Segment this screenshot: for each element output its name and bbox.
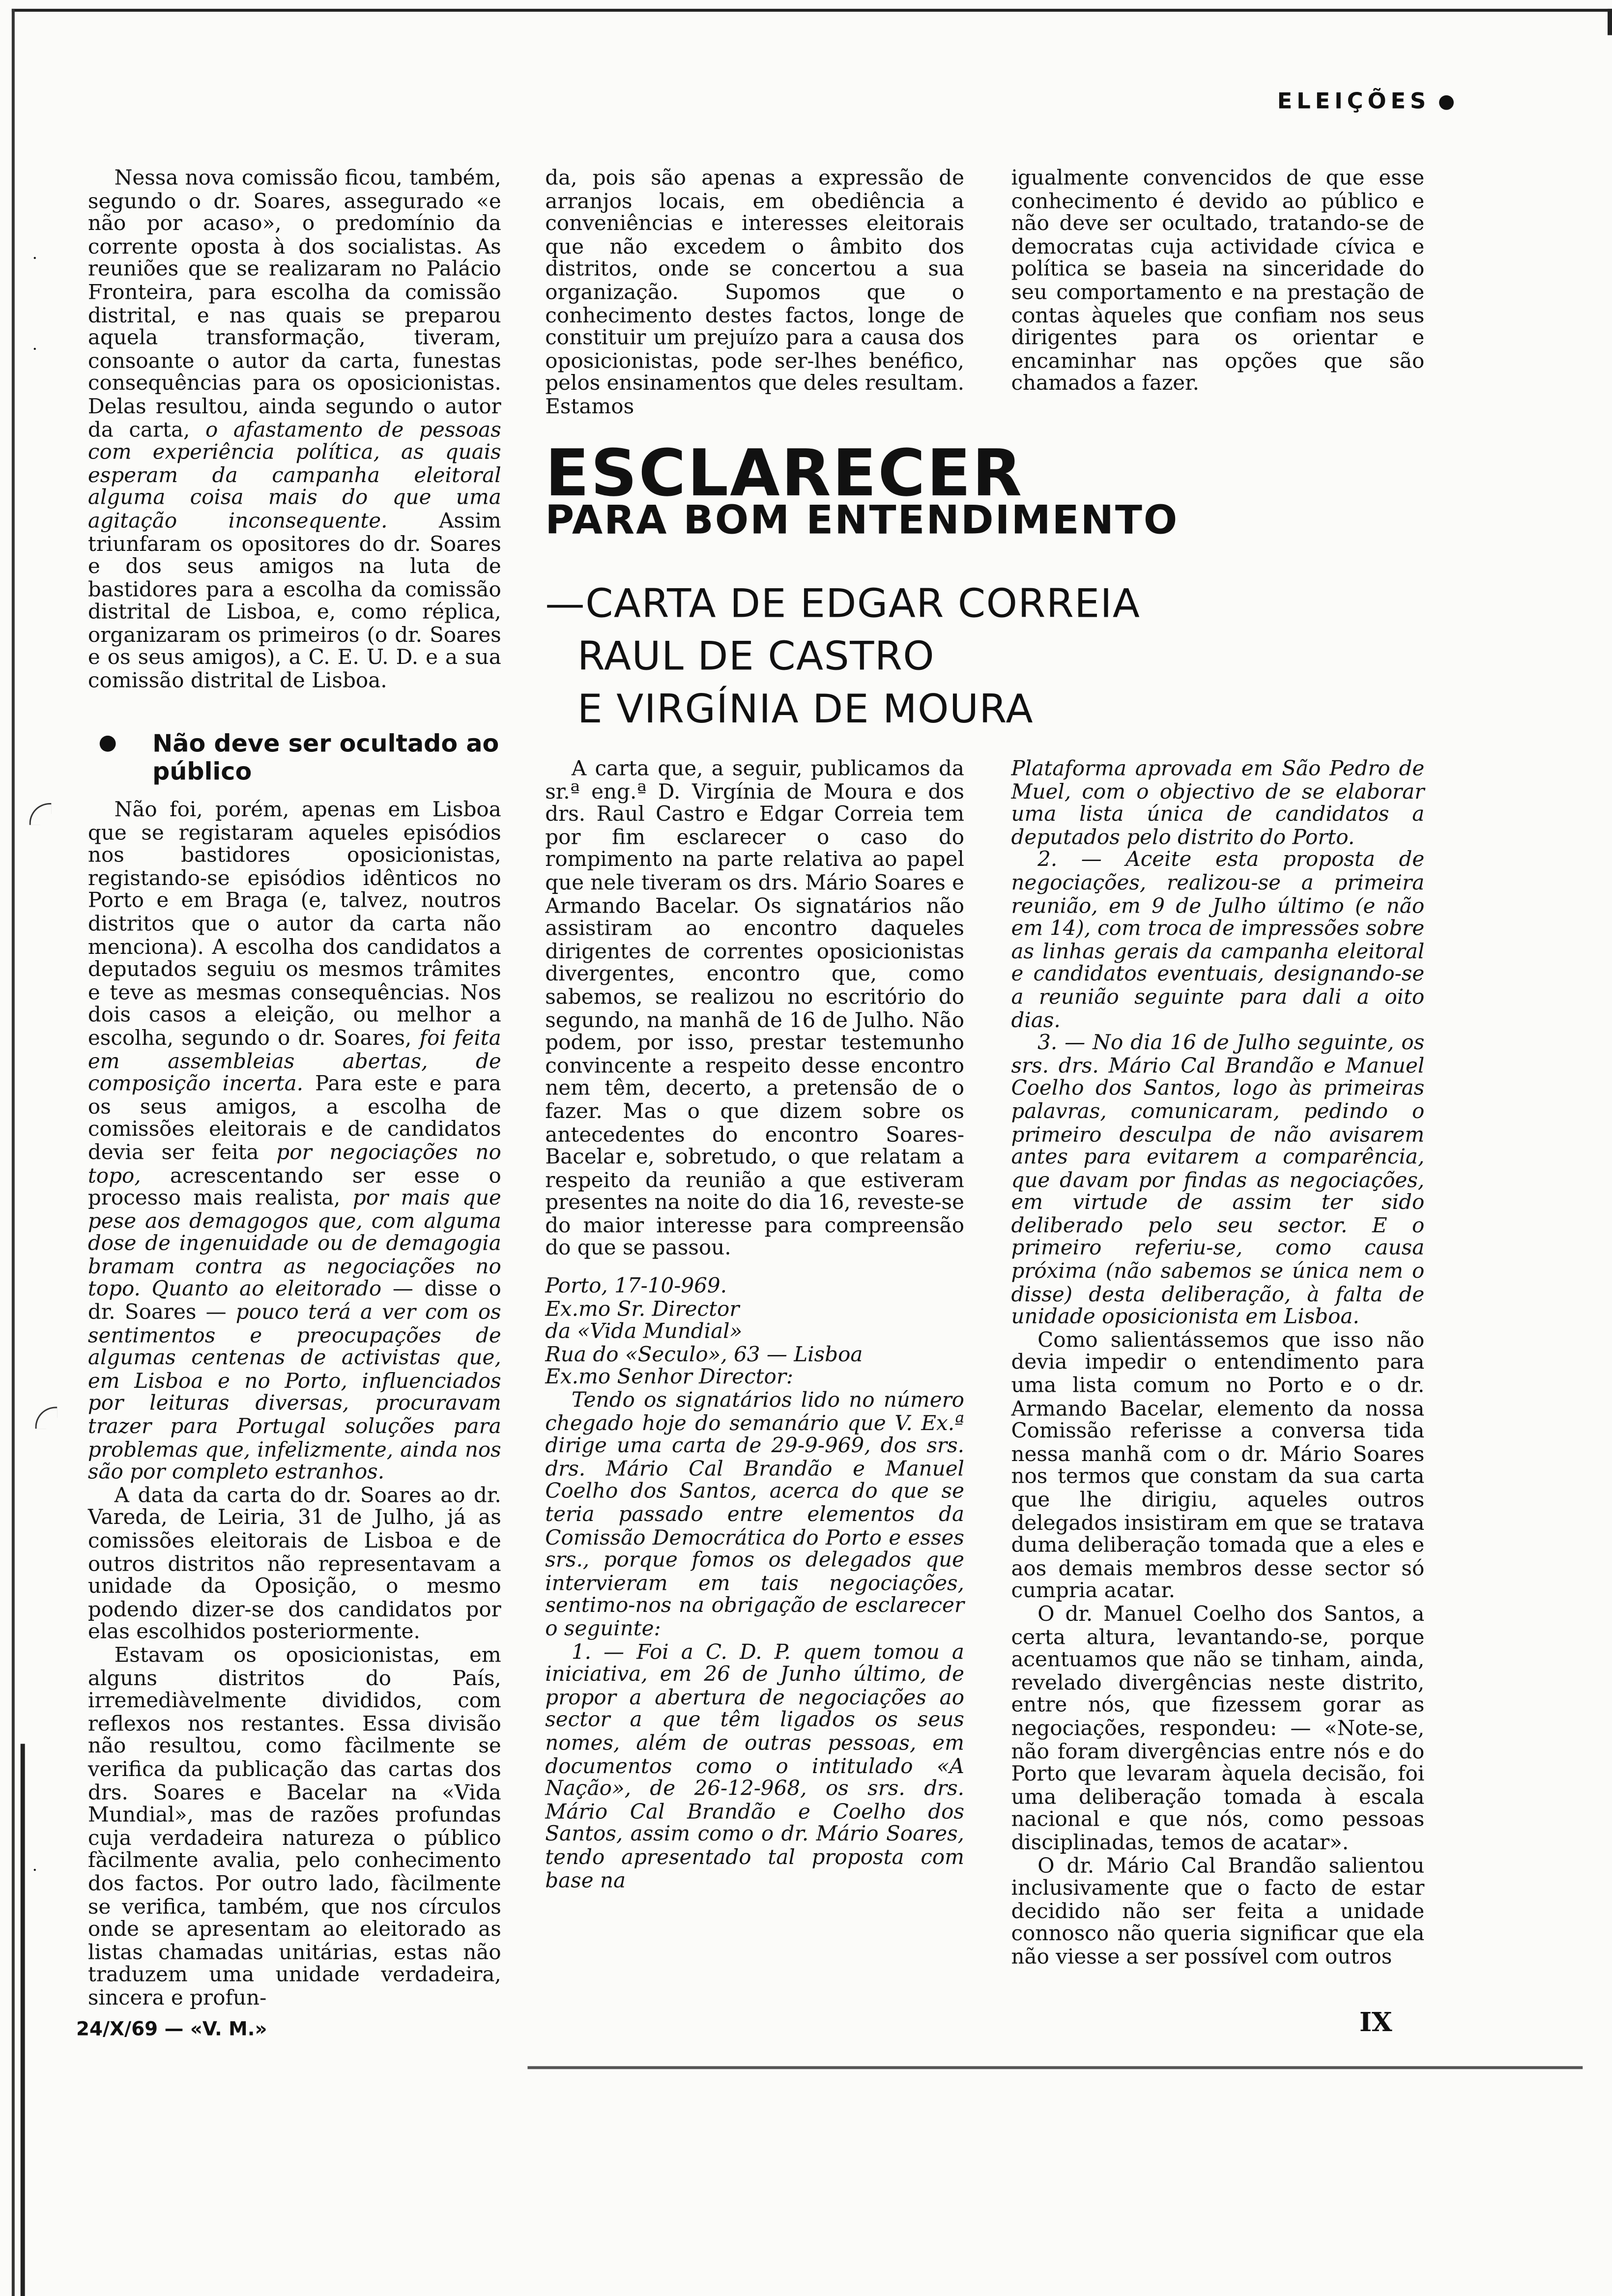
italic-text: 1. — Foi a C. D. P. quem tomou a iniciativa, em 26 de Junho último, de propor a abertura de negociações ao sector a que têm ligados os seus nomes, além de outras pessoas, em documentos como o intitulado «A Nação», de 26-12-968, os srs. drs. Mário Cal Brandão e Coelho dos Santos, assim como o dr. Mário Soares, tendo apresentado tal proposta com base na [545, 1640, 965, 1893]
text-run: acrescentando ser esse o processo mais realista, [87, 1164, 501, 1211]
left-border [12, 9, 15, 2296]
italic-text: Tendo os signatários lido no número chegado hoje do semanário que V. Ex.ª dirige uma carta de 29-9-969, dos srs. drs. Mário Cal Brandão e Manuel Coelho dos Santos, acerca do que se teria passado entre elementos da Comissão Democrática do Porto e esses srs., porque fomos os delegados que intervieram em tais negociações, sentimo-nos na obrigação de esclarecer o seguinte: [545, 1389, 965, 1641]
bottom-rule [527, 2066, 1583, 2069]
letter-paragraph [1011, 851, 1424, 1033]
subheading-text: Não deve ser ocultado ao público [152, 729, 499, 786]
section-label-text: ELEIÇÕES [1277, 87, 1431, 115]
letter-header [545, 1276, 964, 1390]
text-run: Não foi, porém, apenas em Lisboa que se registaram aqueles episódios nos bastidores oposicionistas, registando-se episódios idênticos no Porto e em Braga (e, talvez, noutros distritos que o autor da carta não menciona). A escolha dos candidatos a deputados seguiu os mesmos trâmites e teve as mesmas consequências. Nos dois casos a eleição, ou melhor a escolha, segundo o dr. Soares, [87, 799, 501, 1051]
paragraph: Estavam os oposicionistas, em alguns distritos do País, irremediàvelmente divididos, com reflexos nos restantes. Essa divisão não resultou, como fàcilmente se verifica da publicação das cartas dos drs. Soares e Bacelar na «Vida Mundial», mas de razões profundas cuja verdadeira natureza o público fàcilmente avalia, pelo conhecimento dos factos. Por outro lado, fàcilmente se verifica, também, que nos círculos onde se apresentam ao eleitorado as listas chamadas unitárias, estas não traduzem uma unidade verdadeira, sincera e profun- [87, 1644, 501, 2010]
headline-second: PARA BOM ENTENDIMENTO [545, 498, 1179, 544]
letter-paragraph: Como salientássemos que isso não devia impedir o entendimento para uma lista comum no Porto e o dr. Armando Bacelar, elemento da nossa Comissão referisse a conversa tida nessa manhã com o dr. Mário Soares nos termos que constam da sua carta que lhe dirigiu, aqueles outros delegados insistiram em que se tratava duma deliberação tomada que a eles e aos demais membros desse sector só cumpria acatar. [1011, 1329, 1425, 1604]
column-2-top [545, 169, 964, 420]
left-scan-edge [21, 1744, 25, 2296]
headline-subtitle-line: RAUL DE CASTRO [577, 634, 935, 680]
paragraph: da, pois são apenas a expressão de arranjos locais, em obediência a conveniências e interesses eleitorais que não excedem o âmbito dos distritos, onde se concertou a sua organização. Supomos que o conhecimento destes factos, longe de constituir um prejuízo para a causa dos oposicionistas, pode ser-lhes benéfico, pelos ensinamentos que deles resultam. Estamos [545, 167, 965, 419]
text-run: Nessa nova comissão ficou, também, segundo o dr. Soares, assegurado «e não por acaso», o predomínio da corrente oposta à dos socialistas. As reuniões que se realizaram no Palácio Fronteira, para escolha da comissão distrital, e nas quais se preparou aquela transformação, tiveram, consoante o autor da carta, funestas consequências para os oposicionistas. Delas resultou, ainda segundo o autor da carta, [87, 167, 501, 442]
italic-quote: pouco terá a ver com os sentimentos e preocupações de algumas centenas de activistas que, em Lisboa e no Porto, influenciados por leituras diversas, procuravam trazer para Portugal soluções para problemas que, infelizmente, ainda nos são por completo estranhos. [87, 1301, 501, 1485]
column-3-bottom [1011, 759, 1424, 1970]
text-run: — disse o dr. Soares — [87, 1278, 501, 1325]
paragraph [88, 169, 501, 694]
paragraph [88, 800, 501, 1486]
top-border [12, 9, 1612, 12]
headline-main: ESCLARECER [545, 436, 1024, 512]
subheading [88, 730, 501, 785]
bullet-icon [100, 736, 116, 752]
letter-address-line: Ex.mo Sr. Director [545, 1297, 740, 1321]
letter-paragraph [545, 1391, 964, 1642]
text-run: Assim triunfaram os opositores do dr. Soares e dos seus amigos na luta de bastidores para a escolha da comissão distrital de Lisboa, e, como réplica, organizaram os primeiros (o dr. Soares e os seus amigos), a C. E. U. D. e a sua comissão distrital de Lisboa. [87, 510, 501, 693]
intro-paragraph: A carta que, a seguir, publicamos da sr.ª eng.ª D. Virgínia de Moura e dos drs. Raul Castro e Edgar Correia tem por fim esclarecer o caso do rompimento na parte relativa ao papel que nele tiveram os drs. Mário Soares e Armando Bacelar. Os signatários não assistiram ao encontro daqueles dirigentes de correntes oposicionistas divergentes, encontro que, como sabemos, se realizou no escritório do segundo, na manhã de 16 de Julho. Não podem, por isso, prestar testemunho convincente a respeito desse encontro nem têm, decerto, a pretensão de o fazer. Mas o que dizem sobre os antecedentes do encontro Soares-Bacelar e, sobretudo, o que relatam a respeito da reunião a que estiveram presentes na noite do dia 16, reveste-se do maior interesse para compreensão do que se passou. [545, 757, 965, 1261]
page-footer-date: 24/X/69 — «V. M.» [76, 2019, 267, 2041]
column-1-top [88, 169, 501, 694]
page-number: IX [1359, 2008, 1392, 2038]
italic-quote: o afastamento de pessoas com experiência política, as quais esperam da campanha eleitoral alguma coisa mais do que uma agitação inconsequente. [87, 418, 501, 534]
letter-address-line: Rua do «Seculo», 63 — Lisboa [545, 1343, 863, 1367]
margin-tick-mark: · [32, 249, 38, 268]
italic-text: Plataforma aprovada em São Pedro de Muel, com o objectivo de se elaborar uma lista única de candidatos a deputados pelo distrito do Porto. [1011, 757, 1425, 850]
letter-greeting: Ex.mo Senhor Director: [545, 1366, 794, 1390]
letter-paragraph: O dr. Mário Cal Brandão salientou inclusivamente que o facto de estar decidido não ser feita a unidade connosco não queria significar que ela não viesse a ser possível com outros [1011, 1854, 1425, 1970]
letter-paragraph: O dr. Manuel Coelho dos Santos, a certa altura, levantando-se, porque acentuamos que não se tinham, ainda, revelado divergências neste distrito, entre nós, que fizessem gorar as negociações, respondeu: — «Note-se, não foram divergências entre nós e do Porto que levaram àquela decisão, foi uma deliberação tomada à escala nacional e que nós, como pessoas disciplinadas, temos de acatar». [1011, 1603, 1425, 1855]
column-3-top [1011, 169, 1424, 397]
column-2-bottom [545, 759, 964, 1894]
headline-subtitle-line: —CARTA DE EDGAR CORREIA [545, 581, 1141, 628]
italic-text: 2. — Aceite esta proposta de negociações, realizou-se a primeira reunião, em 9 de Julho último (e não em 14), com troca de impressões sobre as linhas gerais da campanha eleitoral e candidatos eventuais, designando-se a reunião seguinte para dali a oito dias. [1011, 849, 1425, 1033]
margin-bracket-mark [29, 803, 52, 825]
italic-text: 3. — No dia 16 de Julho seguinte, os srs. drs. Mário Cal Brandão e Manuel Coelho dos Santos, logo às primeiras palavras, comunicaram, pedindo o primeiro desculpa de não avisarem antes para evitarem a comparência, que davam por findas as negociações, em virtude de assim ter sido deliberado pelo seu sector. E o primeiro referiu-se, como causa próxima (não sabemos se única nem o disse) desta deliberação, à falta de unidade oposicionista em Lisboa. [1011, 1032, 1425, 1330]
italic-quote: por negociações no topo, [87, 1141, 501, 1188]
margin-tick-mark: · [32, 340, 38, 359]
text-run: Para este e para os seus amigos, a escolha de comissões eleitorais e de candidatos devia ser feita [87, 1073, 501, 1165]
paragraph: A data da carta do dr. Soares ao dr. Vareda, de Leiria, 31 de Julho, já as comissões eleitorais de Lisboa e de outros distritos não representavam a unidade da Oposição, o mesmo podendo dizer-se dos candidatos por elas escolhidos posteriormente. [87, 1484, 501, 1645]
italic-quote: por mais que pese aos demagogos que, com alguma dose de ingenuidade ou de demagogia bramam contra as negociações no topo. Quanto ao eleitorado [87, 1187, 501, 1302]
italic-quote: foi feita em assembleias abertas, de composição incerta. [87, 1027, 501, 1096]
margin-bracket-mark [35, 1407, 58, 1429]
letter-address-line: da «Vida Mundial» [545, 1320, 743, 1345]
bullet-icon [1439, 94, 1454, 109]
paragraph: igualmente convencidos de que esse conhecimento é devido ao público e não deve ser ocultado, tratando-se de democratas cuja actividade cívica e política se baseia na sinceridade do seu comportamento e na prestação de contas àqueles que confiam nos seus dirigentes para os orientar e encaminhar nas opções que são chamados a fazer. [1011, 167, 1425, 397]
right-edge-mark [1608, 9, 1612, 35]
margin-tick-mark: · [32, 1861, 38, 1880]
letter-paragraph [545, 1642, 964, 1893]
letter-paragraph [1011, 1033, 1424, 1330]
headline-subtitle-line: E VIRGÍNIA DE MOURA [577, 687, 1034, 733]
letter-date: Porto, 17-10-969. [545, 1275, 727, 1299]
letter-paragraph [1011, 759, 1424, 851]
column-1-bottom [88, 800, 501, 2011]
headline-subtitle [545, 579, 1140, 737]
section-label [1277, 88, 1454, 115]
